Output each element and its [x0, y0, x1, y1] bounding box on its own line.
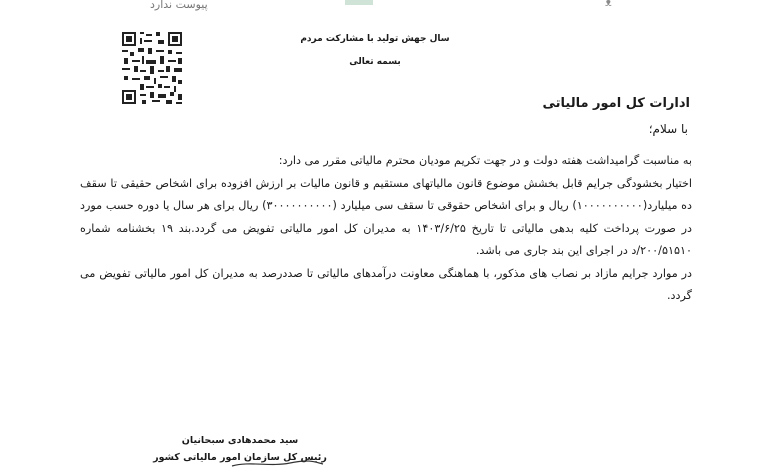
signer-title: رئیس کل سازمان امور مالیاتی کشور [153, 452, 327, 463]
recipient-heading: ادارات کل امور مالیاتی [542, 96, 690, 111]
qr-code-icon [120, 30, 184, 106]
year-slogan: سال جهش تولید با مشارکت مردم [300, 34, 450, 44]
header-mark [345, 0, 373, 5]
paragraph-intro: به مناسبت گرامیداشت هفته دولت و در جهت تکریم مودیان محترم مالیاتی مقرر می دارد: [278, 154, 692, 167]
basmala: بسمه تعالی [349, 57, 401, 67]
paragraph-delegation: اختیار بخشودگی جرایم قابل بخشش موضوع قانون مالیاتهای مستقیم و قانون مالیات بر ارزش افزوده برای اشخاص حقیقی تا سقف ده میلیارد(۱۰۰۰۰۰۰۰۰۰۰) ریال و برای اشخاص حقوقی تا سقف سی میلیارد (۳۰۰۰۰۰۰۰۰۰۰) ریال برای هر سال یا دوره حسب مورد در صورت پرداخت کلیه بدهی مالیاتی تا تاریخ ۱۴۰۳/۶/۲۵ به مدیران کل امور مالیاتی تفویض می گردد.بند ۱۹ بخشنامه شماره ۲۰۰/۵۱۵۱۰/د در اجرای این بند جاری می باشد. [80, 176, 692, 257]
greeting: با سلام؛ [648, 122, 688, 136]
paragraph-excess-penalties: در موارد جرایم مازاد بر نصاب های مذکور، با هماهنگی معاونت درآمدهای مالیاتی تا صددرصد به مدیران کل امور مالیاتی تفویض می گردد. [80, 266, 692, 302]
attachment-note: پیوست ندارد [150, 0, 208, 11]
signer-name: سید محمدهادی سبحانیان [181, 435, 299, 446]
letter-body [80, 150, 692, 308]
logo-fragment-icon: ᴥ [605, 0, 612, 9]
signature-stroke-icon [230, 460, 325, 468]
